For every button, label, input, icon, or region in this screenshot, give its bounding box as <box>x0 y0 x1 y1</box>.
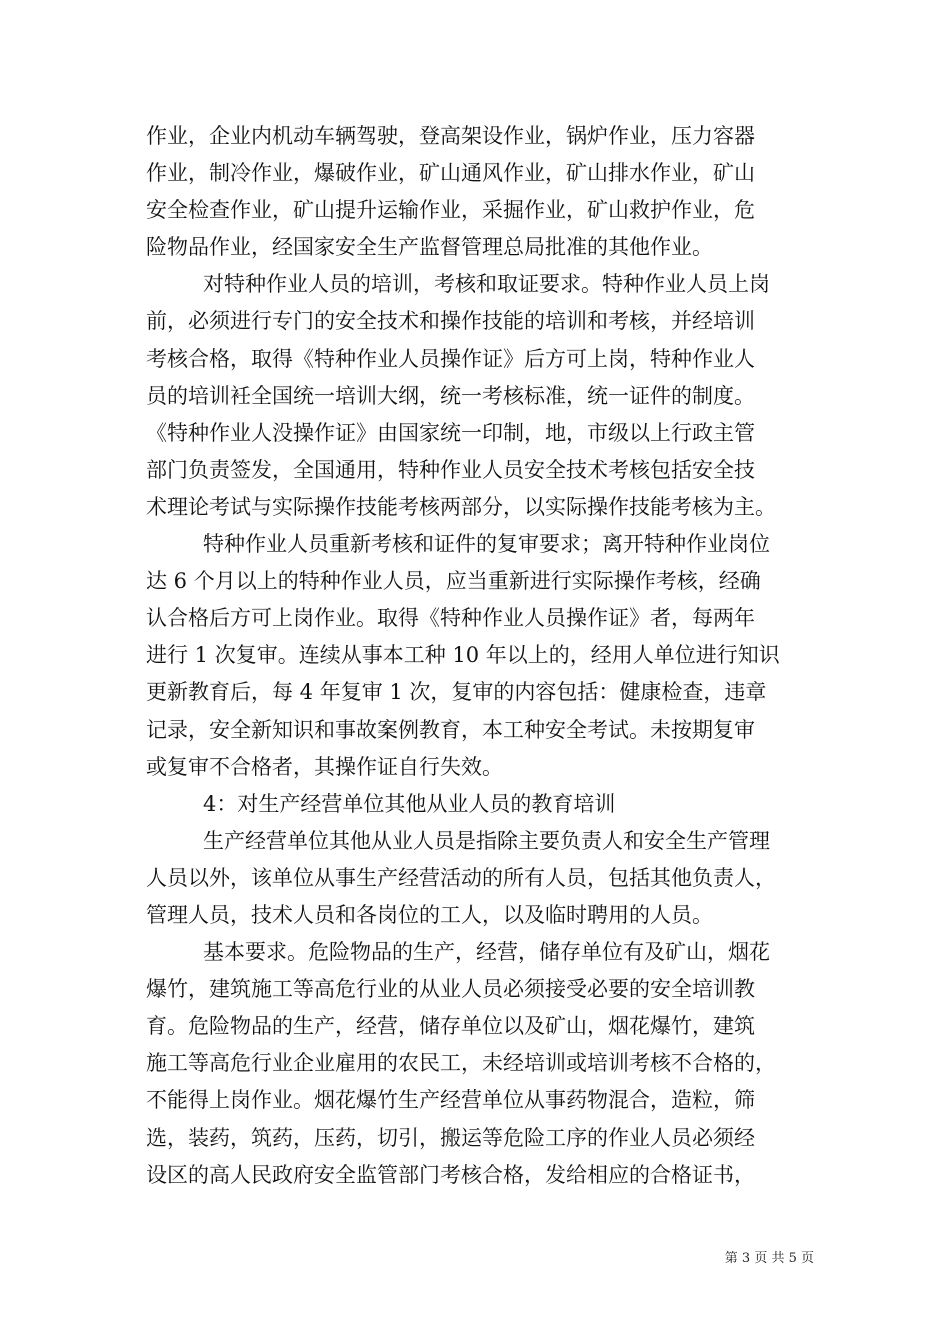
text-line: 认合格后方可上岗作业。取得《特种作业人员操作证》者，每两年 <box>146 606 755 631</box>
text-line: 员的培训衽全国统一培训大纲，统一考核标准，统一证件的制度。 <box>146 383 755 408</box>
text-line: 施工等高危行业企业雇用的农民工，未经培训或培训考核不合格的， <box>146 1051 776 1076</box>
text-line: 达 6 个月以上的特种作业人员，应当重新进行实际操作考核，经确 <box>146 569 761 594</box>
text-line: 对特种作业人员的培训，考核和取证要求。特种作业人员上岗 <box>203 272 770 297</box>
text-line: 4：对生产经营单位其他从业人员的教育培训 <box>203 791 616 816</box>
text-line: 险物品作业，经国家安全生产监督管理总局批准的其他作业。 <box>146 235 713 260</box>
page-number-footer: 第 3 页 共 5 页 <box>724 1251 814 1266</box>
text-line: 选，装药，筑药，压药，切引，搬运等危险工序的作业人员必须经 <box>146 1125 755 1150</box>
text-line: 爆竹，建筑施工等高危行业的从业人员必须接受必要的安全培训教 <box>146 977 755 1002</box>
text-line: 部门负责签发，全国通用，特种作业人员安全技术考核包括安全技 <box>146 457 755 482</box>
text-line: 作业，制冷作业，爆破作业，矿山通风作业，矿山排水作业，矿山 <box>146 161 755 186</box>
text-line: 育。危险物品的生产，经营，储存单位以及矿山，烟花爆竹，建筑 <box>146 1014 755 1039</box>
text-line: 不能得上岗作业。烟花爆竹生产经营单位从事药物混合，造粒，筛 <box>146 1088 755 1113</box>
text-line: 作业，企业内机动车辆驾驶，登高架设作业，锅炉作业，压力容器 <box>146 124 755 148</box>
text-line: 设区的高人民政府安全监管部门考核合格，发给相应的合格证书， <box>146 1162 755 1187</box>
text-line: 安全检查作业，矿山提升运输作业，采掘作业，矿山救护作业，危 <box>146 198 755 223</box>
text-line: 生产经营单位其他从业人员是指除主要负责人和安全生产管理 <box>203 828 770 853</box>
text-line: 基本要求。危险物品的生产，经营，储存单位有及矿山，烟花 <box>203 940 770 965</box>
text-line: 记录，安全新知识和事故案例教育，本工种安全考试。未按期复审 <box>146 717 755 742</box>
text-line: 进行 1 次复审。连续从事本工种 10 年以上的，经用人单位进行知识 <box>146 643 780 668</box>
text-line: 特种作业人员重新考核和证件的复审要求；离开特种作业岗位 <box>203 532 770 557</box>
text-line: 更新教育后，每 4 年复审 1 次，复审的内容包括：健康检查，违章 <box>146 680 767 705</box>
text-line: 术理论考试与实际操作技能考核两部分，以实际操作技能考核为主。 <box>146 494 776 519</box>
text-line: 管理人员，技术人员和各岗位的工人，以及临时聘用的人员。 <box>146 902 713 927</box>
document-body <box>146 118 814 1194</box>
text-line: 考核合格，取得《特种作业人员操作证》后方可上岗，特种作业人 <box>146 346 755 371</box>
text-line: 人员以外，该单位从事生产经营活动的所有人员，包括其他负责人， <box>146 865 776 890</box>
text-line: 或复审不合格者，其操作证自行失效。 <box>146 754 503 779</box>
text-line: 《特种作业人没操作证》由国家统一印制，地，市级以上行政主管 <box>146 420 755 445</box>
text-line: 前，必须进行专门的安全技术和操作技能的培训和考核，并经培训 <box>146 309 755 334</box>
